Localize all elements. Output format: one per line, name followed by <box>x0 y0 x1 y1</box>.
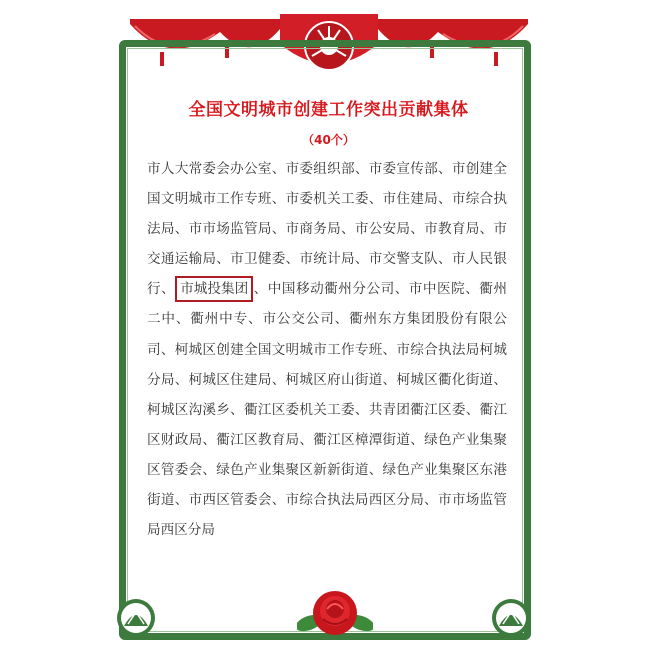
document-count: （40个） <box>302 133 355 147</box>
bottom-right-seal-icon <box>491 598 531 638</box>
rose-ornament-icon <box>297 583 373 647</box>
honoree-list <box>147 154 507 545</box>
document-title: 全国文明城市创建工作突出贡献集体 <box>188 100 469 120</box>
bottom-left-seal-icon <box>116 598 156 638</box>
body-text-after: 、中国移动衢州分公司、市中医院、衢州二中、衢州中专、市公交公司、衢州东方集团股份有限公司、柯城区创建全国文明城市工作专班、市综合执法局柯城分局、柯城区住建局、柯城区府山街道、柯城区衢化街道、柯城区沟溪乡、衢江区委机关工委、共青团衢江区委、衢江区财政局、衢江区教育局、衢江区樟潭街道、绿色产业集聚区管委会、绿色产业集聚区新新街道、绿色产业集聚区东港街道、市西区管委会、市综合执法局西区分局、市市场监管局西区分局 <box>147 281 507 539</box>
body-text-before: 市人大常委会办公室、市委组织部、市委宣传部、市创建全国文明城市工作专班、市委机关工委、市住建局、市综合执法局、市市场监管局、市商务局、市公安局、市教育局、市交通运输局、市卫健委、市统计局、市交警支队、市人民银行、 <box>147 161 507 298</box>
highlighted-organization: 市城投集团 <box>175 276 253 302</box>
